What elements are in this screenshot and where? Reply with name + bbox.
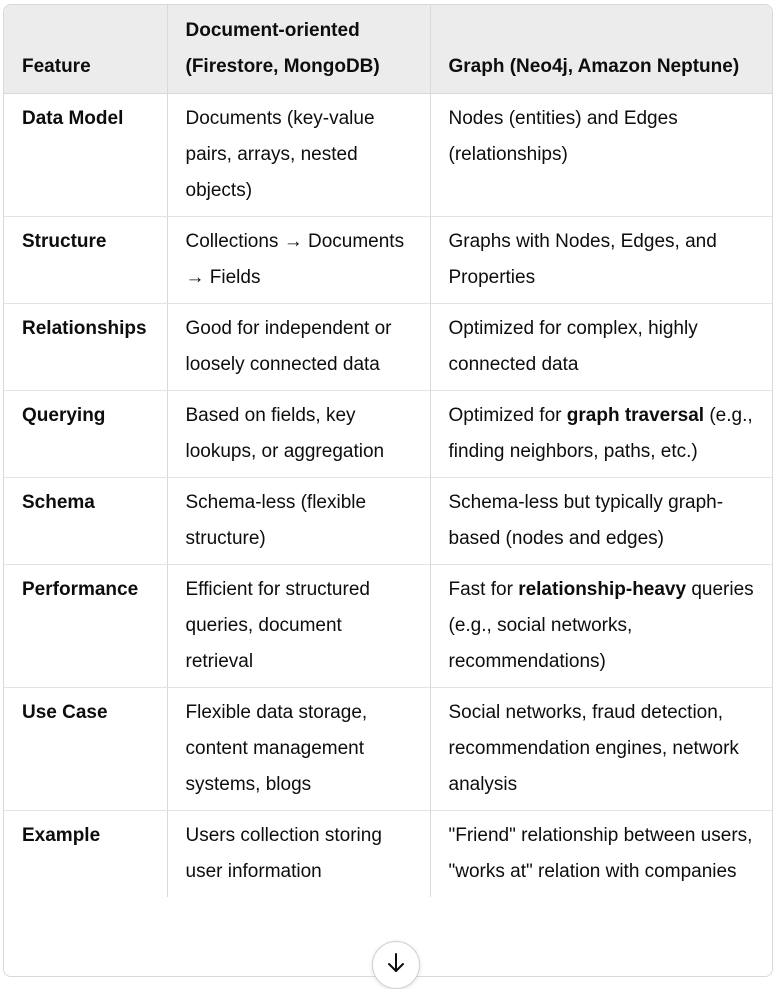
row-feature-cell: Use Case [4,688,167,811]
header-feature: Feature [4,5,167,94]
table-row [4,478,772,565]
row-document-cell: Schema-less (flexible structure) [167,478,430,565]
graph-text: Optimized for complex, highly connected data [448,318,698,375]
row-document-cell: Documents (key-value pairs, arrays, nested objects) [167,94,430,217]
row-document-cell: Based on fields, key lookups, or aggregation [167,391,430,478]
row-feature-cell: Structure [4,217,167,304]
table-row [4,688,772,811]
scroll-down-button[interactable] [372,941,420,989]
row-document-cell: Efficient for structured queries, document retrieval [167,565,430,688]
table-row [4,811,772,898]
row-document-cell: Flexible data storage, content management systems, blogs [167,688,430,811]
table-row [4,94,772,217]
row-graph-cell [430,811,772,898]
row-graph-cell [430,688,772,811]
graph-text: Fast for [448,579,519,600]
comparison-table-container [3,4,773,977]
row-graph-cell [430,304,772,391]
graph-text-post: queries (e.g., social networks, recommendations) [448,579,754,672]
row-graph-cell [430,217,772,304]
graph-text: Optimized for [448,405,567,426]
row-feature-cell: Querying [4,391,167,478]
comparison-table [4,5,772,897]
table-row [4,565,772,688]
row-graph-cell [430,478,772,565]
graph-text: Social networks, fraud detection, recommendation engines, network analysis [448,702,739,795]
header-graph: Graph (Neo4j, Amazon Neptune) [430,5,772,94]
row-document-cell: Good for independent or loosely connected data [167,304,430,391]
table-row [4,304,772,391]
row-feature-cell: Relationships [4,304,167,391]
graph-bold-text: relationship-heavy [518,579,687,600]
graph-bold-text: graph traversal [566,405,705,426]
row-document-cell: Users collection storing user information [167,811,430,898]
graph-text: Graphs with Nodes, Edges, and Properties [448,231,717,288]
table-row [4,217,772,304]
table-row [4,391,772,478]
graph-text: Nodes (entities) and Edges (relationships) [448,108,678,165]
table-header-row [4,5,772,94]
row-document-cell: Collections → Documents → Fields [167,217,430,304]
graph-text-post: (e.g., finding neighbors, paths, etc.) [448,405,753,462]
row-feature-cell: Data Model [4,94,167,217]
graph-text: Schema-less but typically graph-based (nodes and edges) [448,492,724,549]
row-graph-cell [430,565,772,688]
row-feature-cell: Example [22,825,101,846]
header-document-oriented: Document-oriented (Firestore, MongoDB) [167,5,430,94]
row-graph-cell [430,391,772,478]
arrow-down-icon [385,952,407,974]
row-graph-cell [430,94,772,217]
graph-text: "Friend" relationship between users, "works at" relation with companies [448,825,753,882]
row-feature-cell: Performance [4,565,167,688]
row-feature-cell: Schema [4,478,167,565]
